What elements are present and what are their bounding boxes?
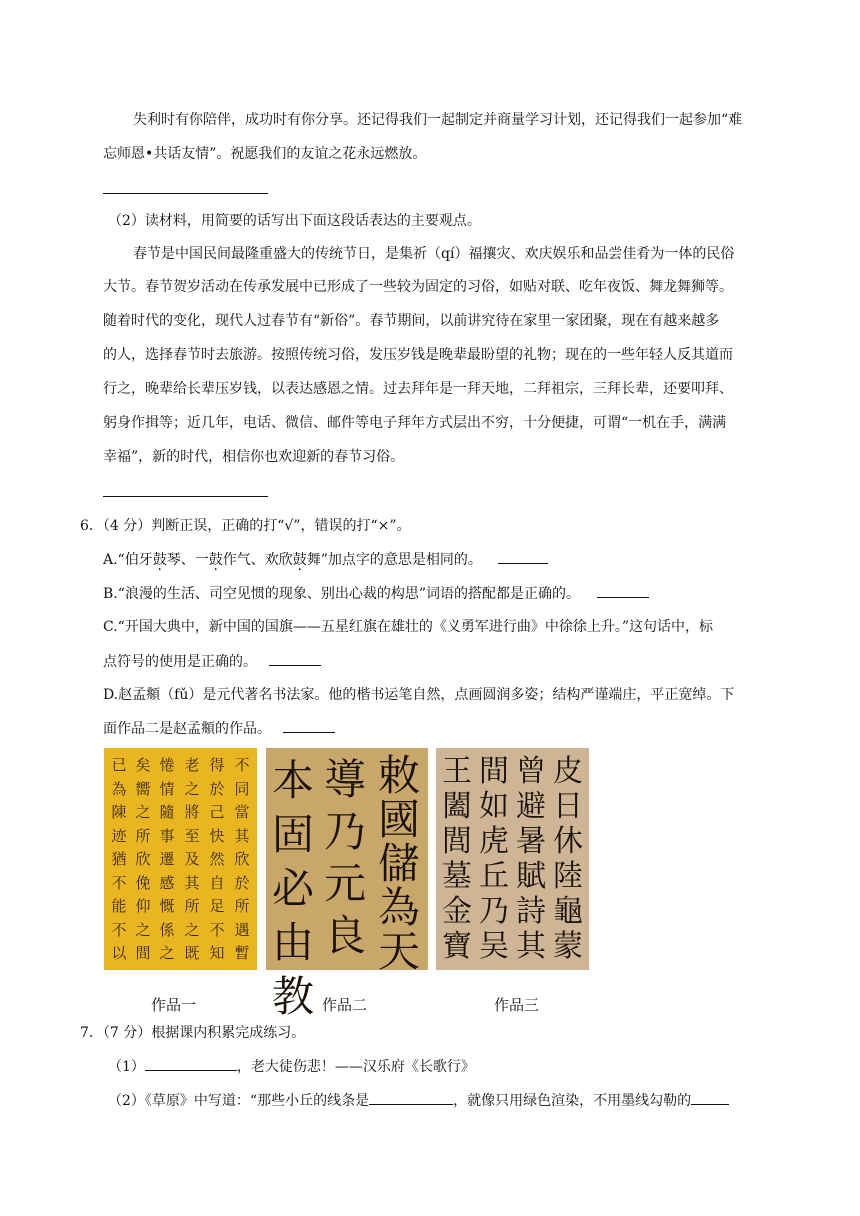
reading-line: 幸福”，新的时代，相信你也欢迎新的春节习俗。 — [103, 449, 405, 465]
item-text: （2）《草原》中写道：“那些小丘的线条是 — [108, 1093, 370, 1109]
answer-blank-d[interactable] — [283, 718, 335, 733]
text-segment: A.“伯牙 — [103, 552, 153, 568]
calligraphy-column: 不同當其欣於所遇暫 — [234, 756, 250, 962]
artwork-caption-3: 作品三 — [494, 996, 540, 1014]
text-segment: 舞”加点字的意思是相同的。 — [306, 552, 482, 568]
question-header: 7．（7 分）根据课内积累完成练习。 — [80, 1025, 306, 1041]
item-number: （1） — [108, 1059, 145, 1075]
fill-blank[interactable] — [369, 1090, 453, 1105]
dotted-char: 鼓 — [292, 552, 307, 568]
statement-text: B.“浪漫的生活、司空见惯的现象、别出心裁的构思”词语的搭配都是正确的。 — [103, 586, 581, 602]
answer-blank-b[interactable] — [597, 583, 649, 598]
statement-c-cont — [103, 651, 321, 672]
dotted-char: 鼓 — [208, 552, 223, 568]
statement-d-cont — [103, 718, 335, 739]
fill-item-2 — [108, 1090, 729, 1111]
artwork-caption-1: 作品一 — [151, 996, 197, 1014]
calligraphy-column: 得於己快然自足不知 — [209, 756, 225, 962]
fill-item-1 — [108, 1056, 475, 1077]
calligraphy-artwork-3 — [436, 748, 589, 970]
answer-line — [103, 496, 268, 497]
calligraphy-column: 老之將至及其所之既 — [184, 756, 200, 962]
calligraphy-column: 導乃元良 — [323, 755, 366, 960]
reading-line: 行之，晚辈给长辈压岁钱，以表达感恩之情。过去拜年是一拜天地，二拜祖宗，三拜长辈，还要叩拜、 — [103, 381, 733, 397]
paragraph-line: 忘师恩•共话友情”。祝愿我们的友谊之花永远燃放。 — [103, 146, 427, 162]
calligraphy-column: 已為陳迹猶不能不以 — [111, 756, 127, 962]
reading-line: 的人，选择春节时去旅游。按照传统习俗，发压岁钱是晚辈最盼望的礼物；现在的一些年轻人反其道而 — [103, 347, 733, 363]
statement-text: 点符号的使用是正确的。 — [103, 654, 257, 670]
answer-blank-c[interactable] — [269, 651, 321, 666]
question-header: 6．（4 分）判断正误，正确的打“√”，错误的打“×”。 — [80, 518, 411, 534]
calligraphy-column: 曾避暑賦詩其 — [516, 754, 546, 964]
calligraphy-column: 敕國儲為天 — [377, 751, 420, 976]
answer-line — [103, 193, 268, 194]
calligraphy-column: 本固必由教 — [271, 756, 314, 1021]
calligraphy-column: 間如虎丘乃吴 — [479, 754, 509, 964]
fill-blank[interactable] — [145, 1056, 237, 1071]
fill-blank[interactable] — [691, 1090, 729, 1105]
statement-b — [103, 583, 649, 604]
calligraphy-column: 惓情隨事遷感慨係之 — [159, 756, 175, 962]
calligraphy-column: 王闔閭墓金寶 — [442, 754, 472, 964]
statement-d: D.赵孟頫（fǔ）是元代著名书法家。他的楷书运笔自然，点画圆润多姿；结构严谨端庄，平正宽绰。下 — [103, 687, 735, 703]
dotted-char: 鼓 — [152, 552, 167, 568]
statement-a — [103, 549, 548, 570]
answer-blank-a[interactable] — [498, 549, 548, 564]
text-segment: 作气、欢欣 — [222, 552, 293, 568]
reading-line: 春节是中国民间最隆重盛大的传统节日，是集祈（qí）福攘灾、欢庆娱乐和品尝佳肴为一体的民俗 — [133, 246, 735, 262]
calligraphy-artwork-1 — [104, 748, 257, 970]
question-prompt: （2）读材料，用简要的话写出下面这段话表达的主要观点。 — [108, 213, 481, 229]
reading-line: 大节。春节贺岁活动在传承发展中已形成了一些较为固定的习俗，如贴对联、吃年夜饭、舞龙舞狮等。 — [103, 279, 733, 295]
reading-line: 躬身作揖等；近几年，电话、微信、邮件等电子拜年方式层出不穷，十分便捷，可谓“一机在手，满满 — [103, 415, 727, 431]
artwork-caption-2: 作品二 — [322, 996, 368, 1014]
calligraphy-column: 皮日休陸龜蒙 — [553, 754, 583, 964]
text-segment: 琴、一 — [166, 552, 209, 568]
statement-c: C.“开国大典中，新中国的国旗——五星红旗在雄壮的《义勇军进行曲》中徐徐上升。”这句话中，标 — [103, 619, 713, 635]
calligraphy-column: 矣嚮之所欣俛仰之間 — [135, 756, 151, 962]
item-text: ，就像只用绿色渲染，不用墨线勾勒的 — [453, 1093, 692, 1109]
reading-line: 随着时代的变化，现代人过春节有“新俗”。春节期间，以前讲究待在家里一家团聚，现在有越来越多 — [103, 313, 720, 329]
paragraph-line: 失利时有你陪伴，成功时有你分享。还记得我们一起制定并商量学习计划，还记得我们一起参加“难 — [133, 112, 743, 128]
statement-text: 面作品二是赵孟頫的作品。 — [103, 721, 271, 737]
item-text: ，老大徒伤悲！——汉乐府《长歌行》 — [236, 1059, 475, 1075]
